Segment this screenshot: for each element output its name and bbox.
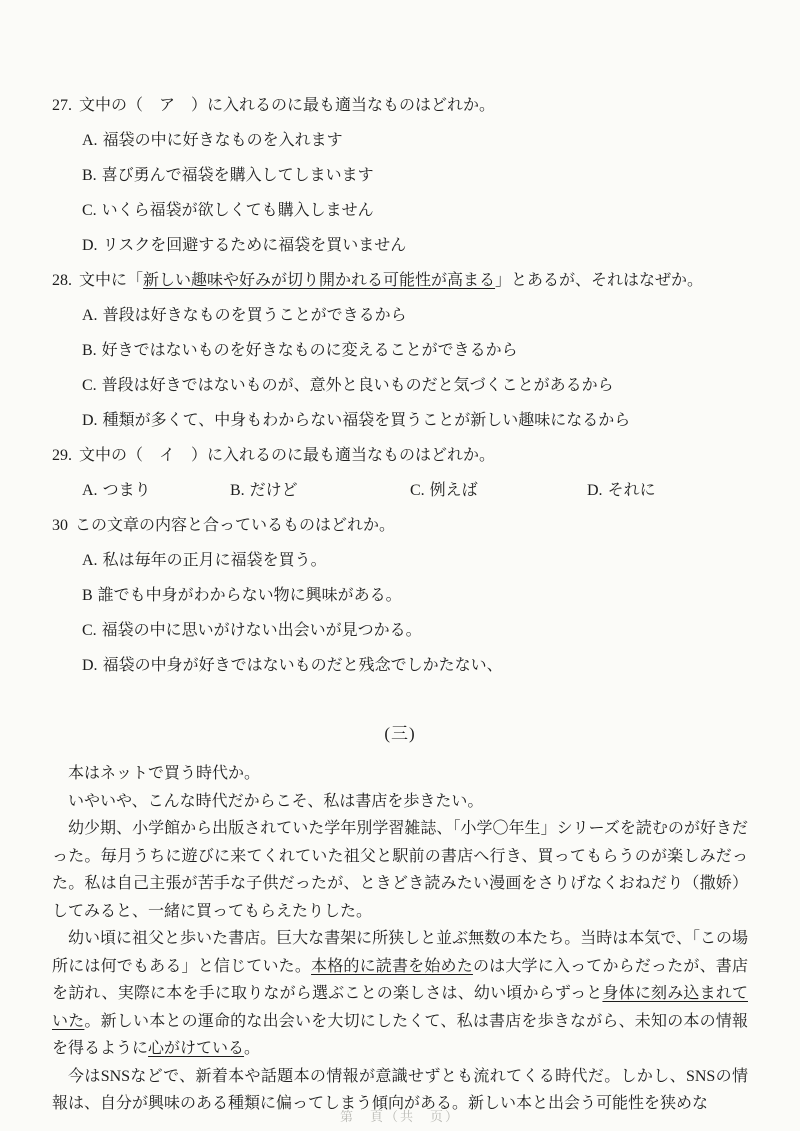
passage-paragraph	[52, 925, 748, 1063]
passage-text: 本はネットで買う時代か。	[68, 765, 261, 782]
option-item	[587, 473, 748, 508]
question-stem	[52, 263, 748, 298]
option-item	[82, 473, 230, 508]
option-label: C.	[82, 202, 97, 219]
question-stem-text: 文中の（ イ ）に入れるのに最も適当なものはどれか。	[79, 447, 496, 464]
passage-paragraph	[52, 760, 748, 788]
option-item	[230, 473, 410, 508]
passage-underlined-text: 本格的に読書を始めた	[311, 957, 473, 975]
option-text: 種類が多くて、中身もわからない福袋を買うことが新しい趣味になるから	[102, 412, 631, 429]
option-text: 福袋の中に好きなものを入れます	[102, 132, 343, 149]
option-label: D.	[587, 482, 603, 499]
passage-text: 。新しい本との運命的な出会いを大切にしたくて、私は書店を歩きながら、未知の本の情報を得るように	[52, 1012, 748, 1057]
passage-text: 幼少期、小学館から出版されていた学年別学習雑誌、「小学〇年生」シリーズを読むのが好きだった。毎月うちに遊びに来てくれていた祖父と駅前の書店へ行き、買ってもらうのが楽しみだった。私は自己主張が苦手な子供だったが、ときどき読みたい漫画をさりげなくおねだり（撒娇）してみると、一緒に買ってもらえたりした。	[52, 820, 748, 920]
option-item	[82, 578, 748, 613]
option-item	[82, 333, 748, 368]
passage-paragraph	[52, 815, 748, 925]
option-label: A.	[82, 552, 98, 569]
option-label: A.	[82, 482, 98, 499]
option-text: 普段は好きなものを買うことができるから	[102, 307, 407, 324]
option-item	[82, 228, 748, 263]
option-text: いくら福袋が欲しくても購入しません	[101, 202, 374, 219]
question-stem-text: 文中に「	[79, 272, 144, 289]
passage-underlined-text: 心がけている	[148, 1040, 245, 1057]
passage-underlined-text: 身体に刻み込まれていた	[52, 985, 748, 1030]
section-title: (三)	[384, 724, 416, 743]
passage-text: 今はSNSなどで、新着本や話題本の情報が意識せずとも流れてくる時代だ。しかし、SNSの情報は、自分が興味のある種類に偏ってしまう傾向がある。新しい本と出会う可能性を狭めな	[52, 1067, 748, 1112]
option-text: 誰でも中身がわからない物に興味がある。	[97, 587, 402, 604]
passage-text: 幼い頃に祖父と歩いた書店。巨大な書架に所狭しと並ぶ無数の本たち。当時は本気で、「この場所には何でもある」と信じていた。	[52, 930, 748, 975]
option-text: 普段は好きではないものが、意外と良いものだと気づくことがあるから	[101, 377, 614, 394]
question-number: 30	[52, 517, 68, 534]
option-label: D.	[82, 412, 98, 429]
option-item	[82, 158, 748, 193]
question-stem	[52, 88, 748, 123]
option-text: つまり	[102, 482, 151, 499]
question-number: 28.	[52, 272, 72, 289]
question-number: 27.	[52, 97, 72, 114]
option-text: 福袋の中身が好きではないものだと残念でしかたない、	[102, 657, 503, 674]
question-stem-text: この文章の内容と合っているものはどれか。	[75, 517, 396, 534]
option-item	[82, 543, 748, 578]
option-label: A.	[82, 132, 98, 149]
option-text: 福袋の中に思いがけない出会いが見つかる。	[101, 622, 422, 639]
options-list	[52, 473, 748, 508]
option-item	[82, 193, 748, 228]
option-item	[82, 648, 748, 683]
option-label: B.	[230, 482, 245, 499]
passage-text: いやいや、こんな時代だからこそ、私は書店を歩きたい。	[68, 792, 484, 810]
option-label: B.	[82, 167, 97, 184]
option-item	[82, 123, 748, 158]
question-block	[52, 508, 748, 683]
option-item	[82, 403, 748, 438]
question-stem	[52, 438, 748, 473]
option-label: C.	[410, 482, 425, 499]
options-list	[52, 543, 748, 683]
question-stem-text: 新しい趣味や好みが切り開かれる可能性が高まる	[143, 272, 496, 289]
question-stem-text: 文中の（ ア ）に入れるのに最も適当なものはどれか。	[79, 97, 496, 114]
option-text: 私は毎年の正月に福袋を買う。	[102, 552, 327, 569]
options-list	[52, 298, 748, 438]
option-text: それに	[607, 482, 656, 499]
question-block	[52, 438, 748, 508]
option-label: A.	[82, 307, 98, 324]
option-item	[82, 298, 748, 333]
question-block	[52, 263, 748, 438]
option-item	[410, 473, 587, 508]
question-block	[52, 88, 748, 263]
passage-text: のは大学に入ってからだったが、書店を訪れ、実際に本を手に取りながら選ぶことの楽しさは、幼い頃からずっと	[52, 957, 748, 1002]
option-text: 例えば	[429, 482, 478, 499]
passage-text: 。	[244, 1040, 261, 1057]
question-stem	[52, 508, 748, 543]
option-label: D.	[82, 657, 98, 674]
option-label: B	[82, 587, 93, 604]
question-stem-text: 」とあるが、それはなぜか。	[495, 272, 704, 289]
option-text: 喜び勇んで福袋を購入してしまいます	[101, 167, 374, 184]
options-list	[52, 123, 748, 263]
passage-paragraph	[52, 788, 748, 816]
question-section	[52, 88, 748, 683]
reading-passage	[52, 760, 748, 1118]
option-text: リスクを回避するために福袋を買いません	[102, 237, 407, 254]
page-footer: 第 頁（共 页）	[339, 1109, 460, 1124]
option-label: C.	[82, 377, 97, 394]
option-label: D.	[82, 237, 98, 254]
question-number: 29.	[52, 447, 72, 464]
option-text: 好きではないものを好きなものに変えることができるから	[101, 342, 518, 359]
option-item	[82, 368, 748, 403]
option-item	[82, 613, 748, 648]
option-label: B.	[82, 342, 97, 359]
option-text: だけど	[249, 482, 298, 499]
option-label: C.	[82, 622, 97, 639]
